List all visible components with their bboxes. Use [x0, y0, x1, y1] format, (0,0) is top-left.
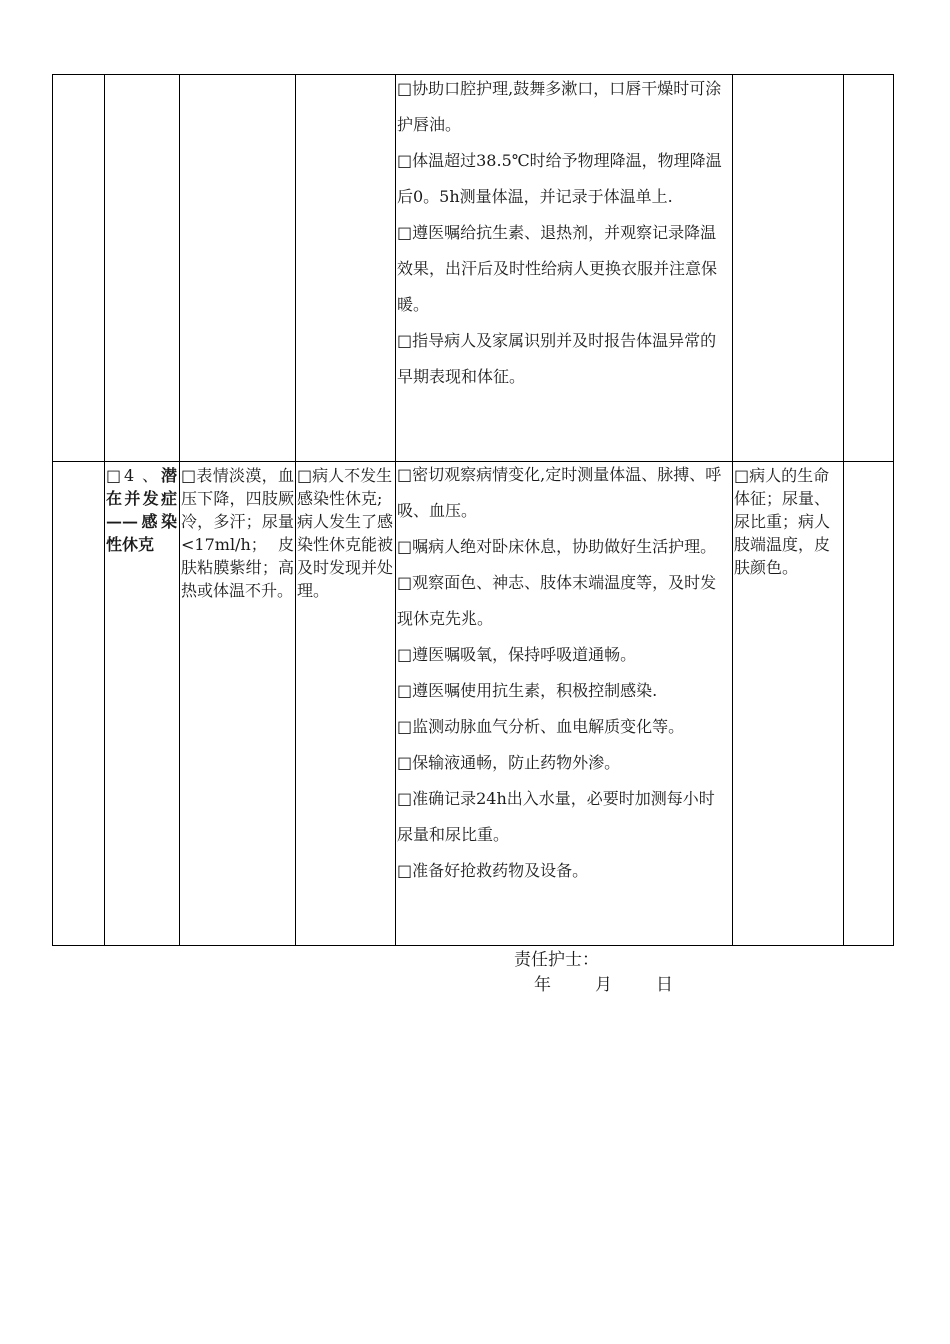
- table-row: [53, 75, 894, 462]
- year-label: 年: [534, 975, 551, 995]
- intervention-item: □监测动脉血气分析、血电解质变化等。: [397, 717, 685, 736]
- intervention-item: □准确记录24h出入水量，必要时加测每小时尿量和尿比重。: [397, 789, 715, 844]
- problem-prefix: □4 、: [106, 466, 161, 485]
- date-line: [534, 973, 673, 997]
- date-cell: [53, 75, 105, 462]
- assessment-cell: [180, 462, 296, 946]
- care-plan-table: [52, 74, 894, 946]
- intervention-item: □遵医嘱吸氧，保持呼吸道通畅。: [397, 645, 637, 664]
- intervention-item: □嘱病人绝对卧床休息，协助做好生活护理。: [397, 537, 717, 556]
- interventions-cell: [396, 462, 733, 946]
- signature-cell: [844, 462, 894, 946]
- goal-text: □病人不发生感染性休克;病人发生了感染性休克能被及时发现并处理。: [297, 466, 394, 600]
- problem-text: 潜在并发症——感染性休克: [106, 466, 177, 554]
- intervention-item: □观察面色、神志、肢体末端温度等，及时发现休克先兆。: [397, 573, 717, 628]
- assessment-text: □表情淡漠，血压下降，四肢厥冷，多汗；尿量<17ml/h；皮肤粘膜紫绀；高热或体温不升。: [181, 466, 294, 600]
- problem-cell: [105, 462, 180, 946]
- goal-cell: [296, 75, 396, 462]
- date-cell: [53, 462, 105, 946]
- intervention-item: □遵医嘱使用抗生素，积极控制感染.: [397, 681, 658, 700]
- intervention-item: □准备好抢救药物及设备。: [397, 861, 589, 880]
- day-label: 日: [656, 975, 673, 995]
- intervention-item: □遵医嘱给抗生素、退热剂，并观察记录降温效果，出汗后及时性给病人更换衣服并注意保暖。: [397, 223, 718, 314]
- nurse-signature-label: 责任护士：: [514, 950, 599, 970]
- assessment-cell: [180, 75, 296, 462]
- evaluation-cell: [733, 75, 844, 462]
- intervention-item: □密切观察病情变化,定时测量体温、脉搏、呼吸、血压。: [397, 465, 722, 520]
- intervention-item: □协助口腔护理,鼓舞多漱口，口唇干燥时可涂护唇油。: [397, 79, 722, 134]
- goal-cell: [296, 462, 396, 946]
- signature-cell: [844, 75, 894, 462]
- interventions-cell: [396, 75, 733, 462]
- evaluation-text: □病人的生命体征；尿量、尿比重；病人肢端温度，皮肤颜色。: [734, 466, 831, 577]
- problem-cell: [105, 75, 180, 462]
- table-row: [53, 462, 894, 946]
- intervention-item: □体温超过38.5℃时给予物理降温，物理降温后0。5h测量体温，并记录于体温单上.: [397, 151, 722, 206]
- month-label: 月: [595, 975, 612, 995]
- evaluation-cell: [733, 462, 844, 946]
- intervention-item: □指导病人及家属识别并及时报告体温异常的早期表现和体征。: [397, 331, 717, 386]
- intervention-item: □保输液通畅，防止药物外渗。: [397, 753, 621, 772]
